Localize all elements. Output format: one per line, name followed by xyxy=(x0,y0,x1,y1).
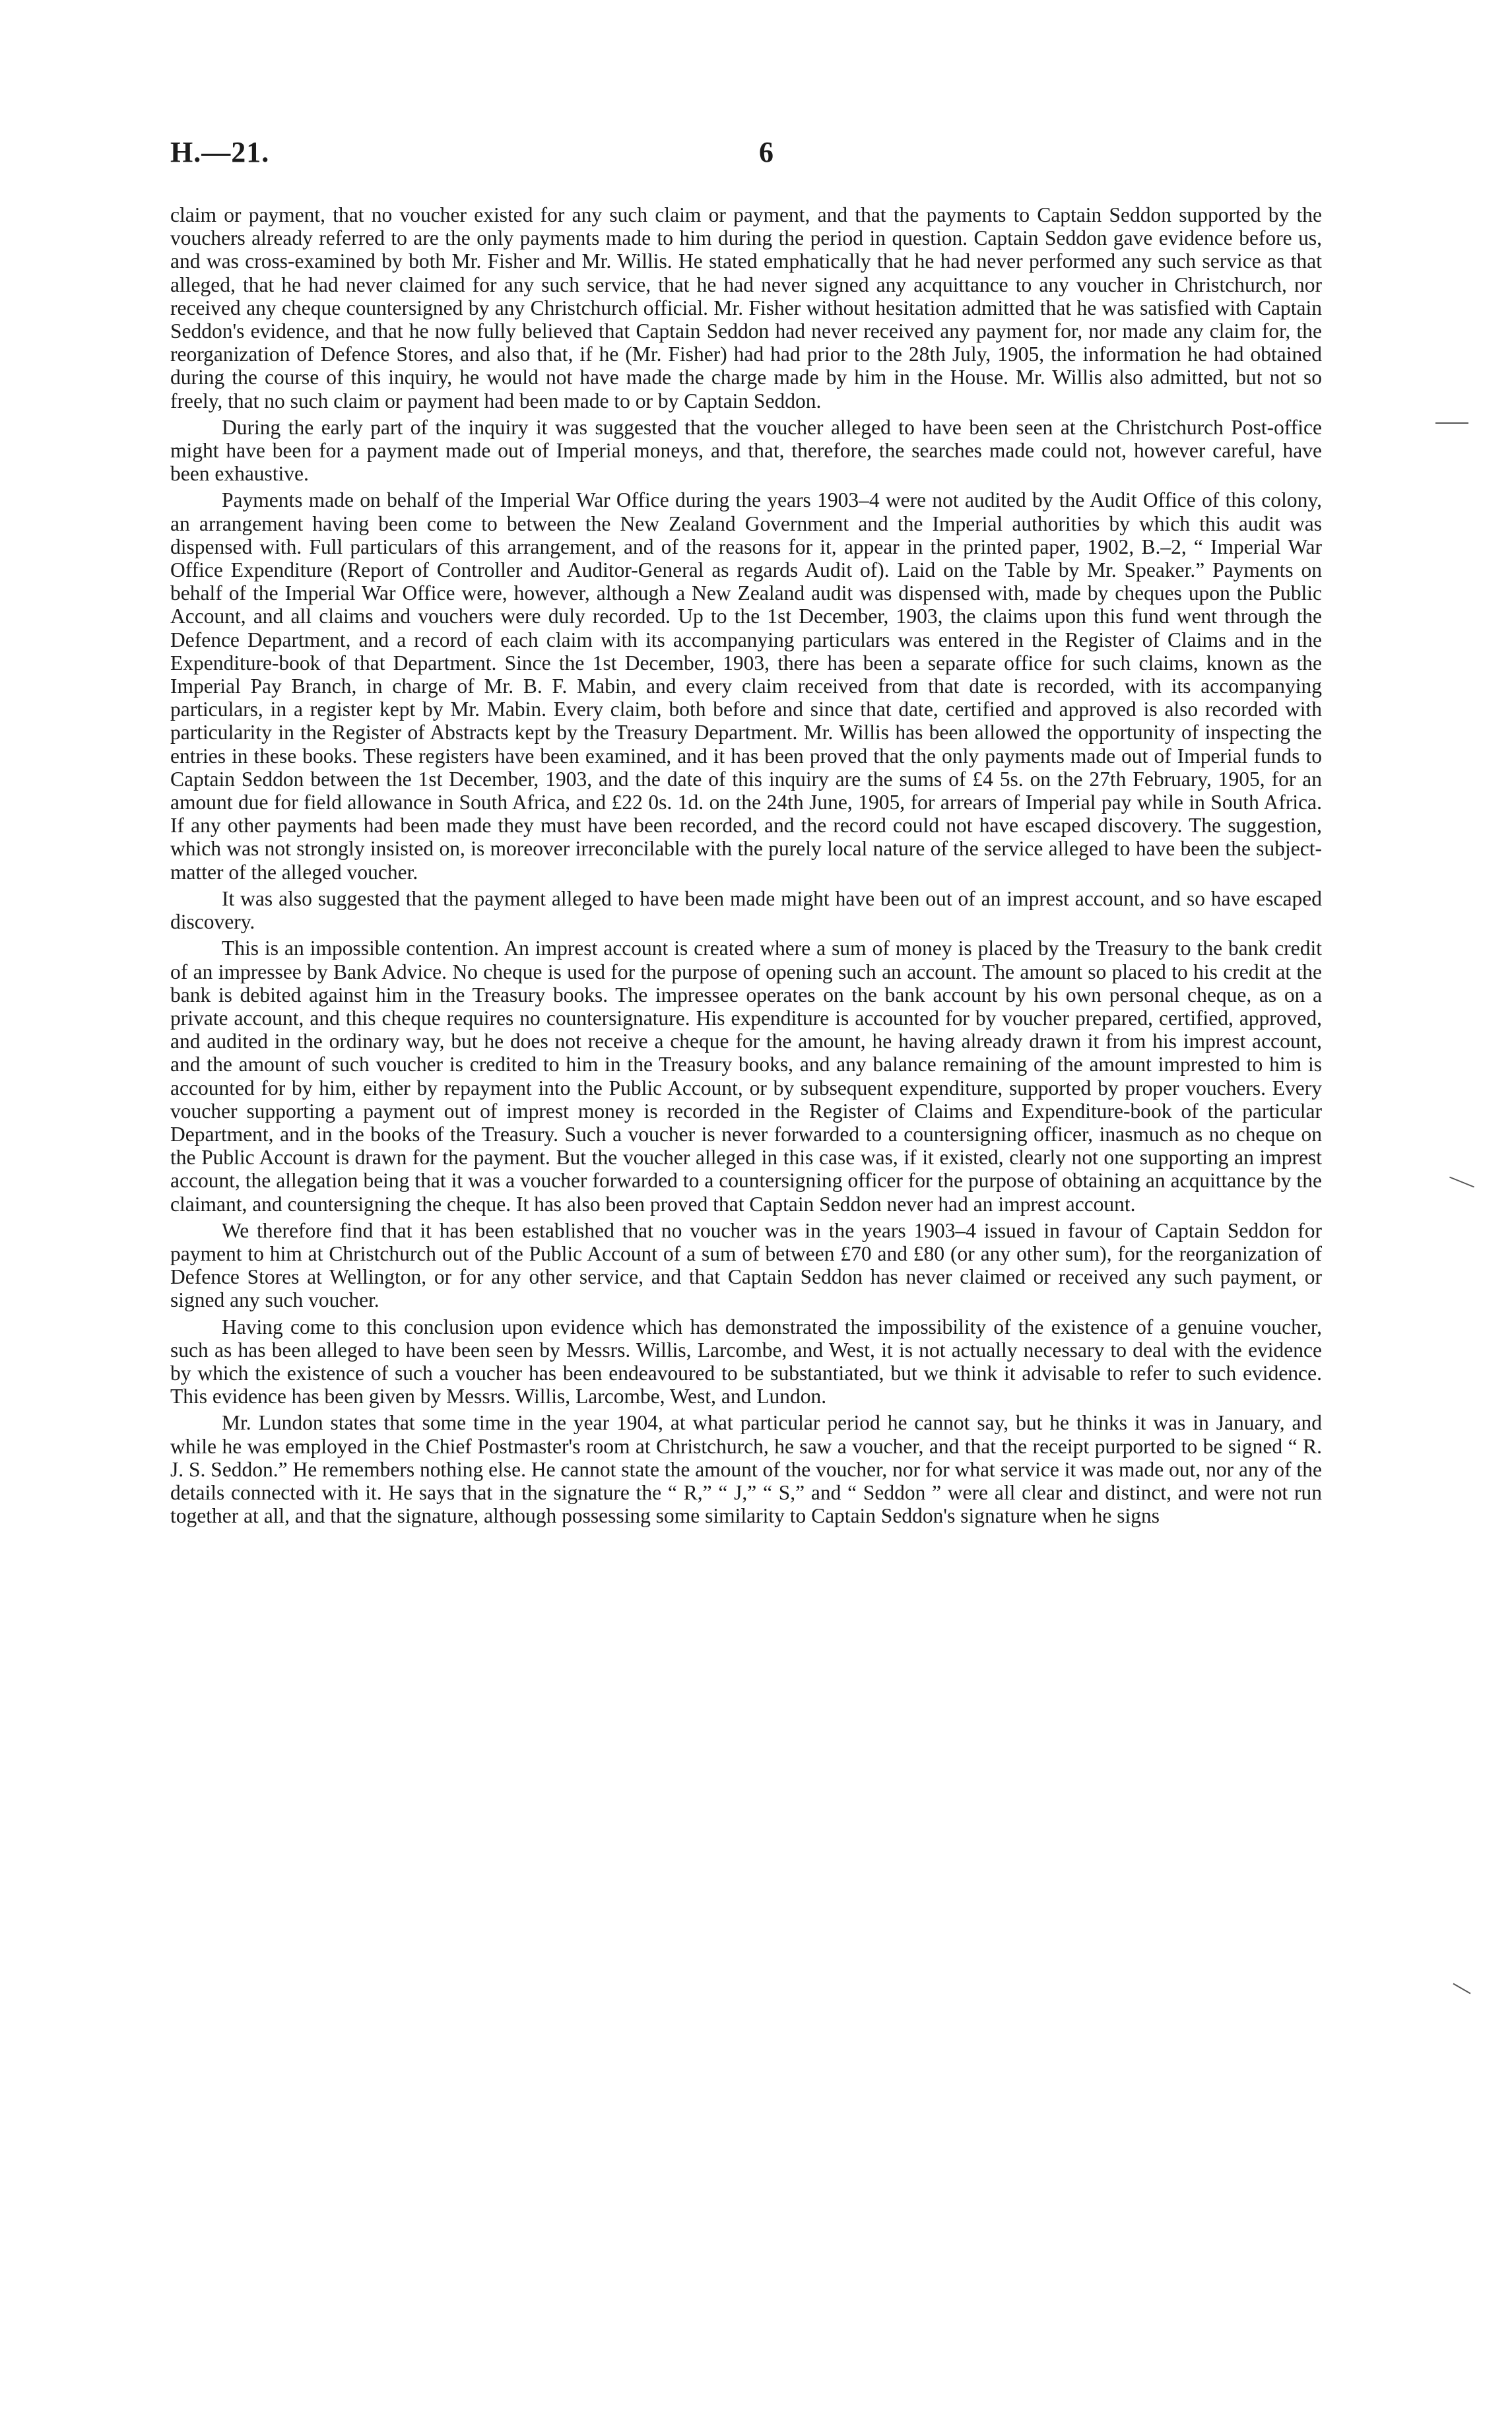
document-id: H.—21. xyxy=(170,136,270,168)
paragraph-imprest-contention: This is an impossible contention. An imprest account is created where a sum of money is placed by the Treasury to the bank credit of an impressee by Bank Advice. No cheque is used for the purpose of opening such an account. The amount so placed to his credit at the bank is debited against him in the Treasury books. The impressee operates on the bank account by his own personal cheque, as on a private account, and this cheque requires no countersignature. His expenditure is accounted for by voucher prepared, certified, approved, and audited in the ordinary way, but he does not receive a cheque for the amount, he having already drawn it from his imprest account, and the amount of such voucher is credited to him in the Treasury books, and any balance remaining of the amount imprested to him is accounted for by him, either by repayment into the Public Account, or by subsequent expenditure, supported by proper vouchers. Every voucher supporting a payment out of imprest money is recorded in the Register of Claims and Expenditure-book of the particular Department, and in the books of the Treasury. Such a voucher is never forwarded to a countersigning officer, inasmuch as no cheque on the Public Account is drawn for the payment. But the voucher alleged in this case was, if it existed, clearly not one supporting an imprest account, the allegation being that it was a voucher forwarded to a countersigning officer for the purpose of obtaining an acquittance by the claimant, and countersigning the cheque. It has also been proved that Captain Seddon never had an imprest account. xyxy=(170,937,1322,1216)
paragraph-continuation: claim or payment, that no voucher existed for any such claim or payment, and that the payments to Captain Seddon supported by the vouchers already referred to are the only payments made to him during the period in question. Captain Seddon gave evidence before us, and was cross-examined by both Mr. Fisher and Mr. Willis. He stated emphatically that he had never performed any such service as that alleged, that he had never claimed for any such service, that he had never signed any acquittance to any voucher in Christchurch, nor received any cheque countersigned by any Christchurch official. Mr. Fisher without hesitation admitted that he was satisfied with Captain Seddon's evidence, and that he now fully believed that Captain Seddon had never received any payment for, nor made any claim for, the reorganization of Defence Stores, and also that, if he (Mr. Fisher) had had prior to the 28th July, 1905, the information he had obtained during the course of this inquiry, he would not have made the charge made by him in the House. Mr. Willis also admitted, but not so freely, that no such claim or payment had been made to or by Captain Seddon. xyxy=(170,203,1322,412)
margin-mark xyxy=(1453,1983,1471,1995)
paragraph-imprest-suggestion: It was also suggested that the payment alleged to have been made might have been out of an imprest account, and so have escaped discovery. xyxy=(170,886,1322,934)
paragraph-finding: We therefore find that it has been established that no voucher was in the years 1903–4 issued in favour of Captain Seddon for payment to him at Christchurch out of the Public Account of a sum of between £70 and £80 (or any other sum), for the reorganization of Defence Stores at Wellington, or for any other service, and that Captain Seddon has never claimed or received any such payment, or signed any such voucher. xyxy=(170,1218,1322,1312)
paragraph-imperial-payments: Payments made on behalf of the Imperial War Office during the years 1903–4 were not audited by the Audit Office of this colony, an arrangement having been come to between the New Zealand Government and the Imperial authorities by which this audit was dispensed with. Full particulars of this arrangement, and of the reasons for it, appear in the printed paper, 1902, B.–2, “ Imperial War Office Expenditure (Report of Controller and Auditor-General as regards Audit of). Laid on the Table by Mr. Speaker.” Payments on behalf of the Imperial War Office were, however, although a New Zealand audit was dispensed with, made by cheques upon the Public Account, and all claims and vouchers were duly recorded. Up to the 1st December, 1903, the claims upon this fund went through the Defence Department, and a record of each claim with its accompanying particulars was entered in the Register of Claims and in the Expenditure-book of that Department. Since the 1st December, 1903, there has been a separate office for such claims, known as the Imperial Pay Branch, in charge of Mr. B. F. Mabin, and every claim received from that date is recorded, with its accompanying particulars, in a register kept by Mr. Mabin. Every claim, both before and since that date, certified and approved is also recorded with particularity in the Register of Abstracts kept by the Treasury Department. Mr. Willis has been allowed the opportunity of inspecting the entries in these books. These registers have been examined, and it has been proved that the only payments made out of Imperial funds to Captain Seddon between the 1st December, 1903, and the date of this inquiry are the sums of £4 5s. on the 27th February, 1905, for an amount due for field allowance in South Africa, and £22 0s. 1d. on the 24th June, 1905, for arrears of Imperial pay while in South Africa. If any other payments had been made they must have been recorded, and the record could not have escaped discovery. The suggestion, which was not strongly insisted on, is moreover irreconcilable with the purely local nature of the service alleged to have been the subject-matter of the alleged voucher. xyxy=(170,488,1322,884)
page-number: 6 xyxy=(759,136,773,168)
paragraph-evidence-intro: Having come to this conclusion upon evidence which has demonstrated the impossibility of the existence of a genuine voucher, such as has been alleged to have been seen by Messrs. Willis, Larcombe, and West, it is not actually necessary to deal with the evidence by which the existence of such a voucher has been endeavoured to be substantiated, but we think it advisable to refer to such evidence. This evidence has been given by Messrs. Willis, Larcombe, West, and Lundon. xyxy=(170,1315,1322,1408)
paragraph-lundon-evidence: Mr. Lundon states that some time in the year 1904, at what particular period he cannot say, but he thinks it was in January, and while he was employed in the Chief Postmaster's room at Christchurch, he saw a voucher, and that the receipt purported to be signed “ R. J. S. Seddon.” He remembers nothing else. He cannot state the amount of the voucher, nor for what service it was made out, nor any of the details connected with it. He says that in the signature the “ R,” “ J,” “ S,” and “ Seddon ” were all clear and distinct, and were not run together at all, and that the signature, although possessing some similarity to Captain Seddon's signature when he signs xyxy=(170,1411,1322,1528)
page-header xyxy=(170,135,1332,182)
paragraph-imperial-suggestion: During the early part of the inquiry it was suggested that the voucher alleged to have been seen at the Christchurch Post-office might have been for a payment made out of Imperial moneys, and that, therefore, the searches made could not, however careful, have been exhaustive. xyxy=(170,415,1322,486)
body-text xyxy=(170,203,1322,1531)
margin-mark xyxy=(1435,422,1468,424)
margin-mark xyxy=(1449,1177,1474,1188)
